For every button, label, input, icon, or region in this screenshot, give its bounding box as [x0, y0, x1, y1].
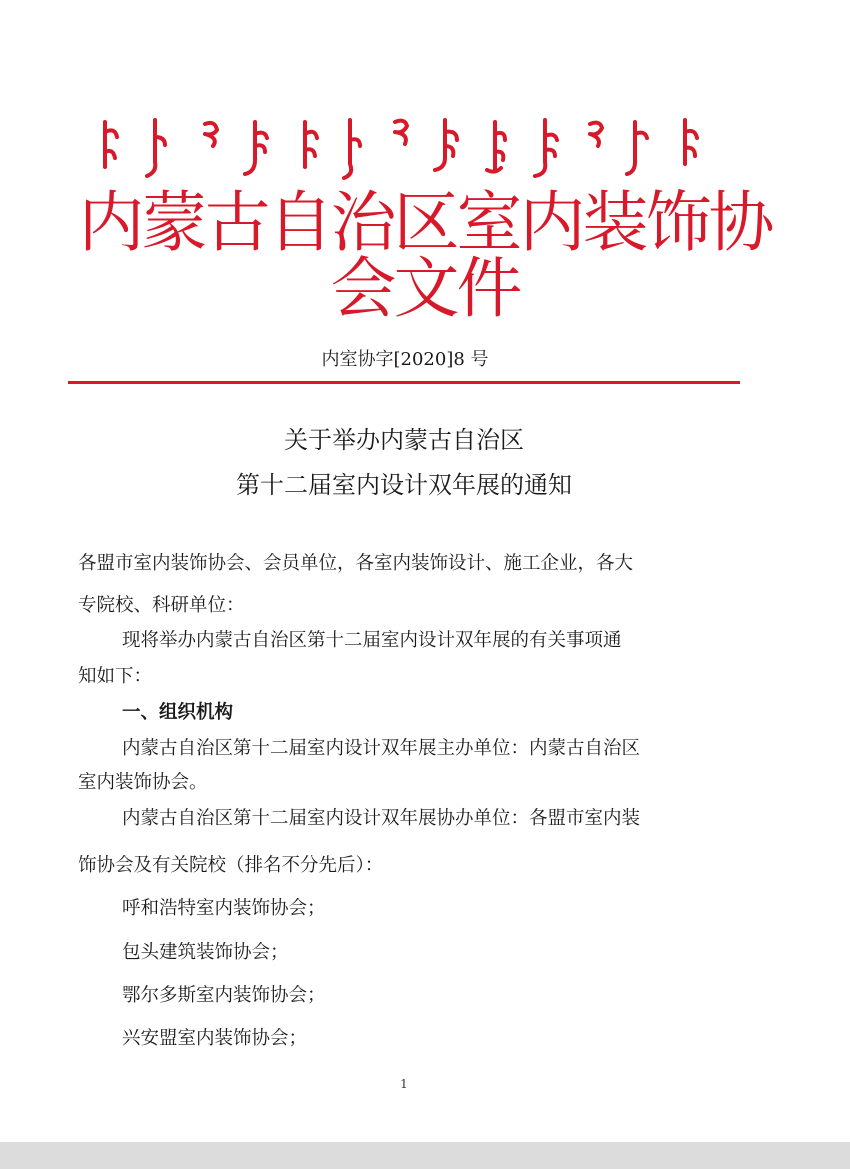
org-list-item: 鄂尔多斯室内装饰协会； [122, 985, 326, 1006]
mongolian-script-graphic [95, 112, 725, 182]
document-number: 内室协字[2020]8 号 [321, 349, 489, 370]
host-line-1: 内蒙古自治区第十二届室内设计双年展主办单位：内蒙古自治区 [122, 738, 641, 759]
section-heading-organization: 一、组织机构 [122, 702, 234, 723]
org-list-item: 兴安盟室内装饰协会； [122, 1028, 308, 1049]
cohost-line-2: 饰协会及有关院校（排名不分先后）： [78, 855, 384, 876]
host-line-2: 室内装饰协会。 [78, 772, 208, 793]
document-header-title: 内蒙古自治区室内装饰协会文件 [78, 184, 772, 327]
scan-bottom-edge [0, 1142, 850, 1169]
cohost-line-1: 内蒙古自治区第十二届室内设计双年展协办单位：各盟市室内装 [122, 808, 641, 829]
org-list-item: 包头建筑装饰协会； [122, 942, 289, 963]
intro-line-2: 知如下： [78, 666, 153, 687]
subject-line-1: 关于举办内蒙古自治区 [284, 426, 524, 454]
salutation-line-2: 专院校、科研单位： [78, 595, 245, 616]
mongolian-script-header [95, 112, 725, 182]
intro-line-1: 现将举办内蒙古自治区第十二届室内设计双年展的有关事项通 [122, 630, 622, 651]
org-list-item: 呼和浩特室内装饰协会； [122, 898, 326, 919]
salutation-line-1: 各盟市室内装饰协会、会员单位，各室内装饰设计、施工企业，各大 [78, 553, 634, 574]
page-number: 1 [400, 1077, 408, 1091]
subject-line-2: 第十二届室内设计双年展的通知 [236, 471, 572, 499]
red-divider-line [68, 381, 740, 384]
